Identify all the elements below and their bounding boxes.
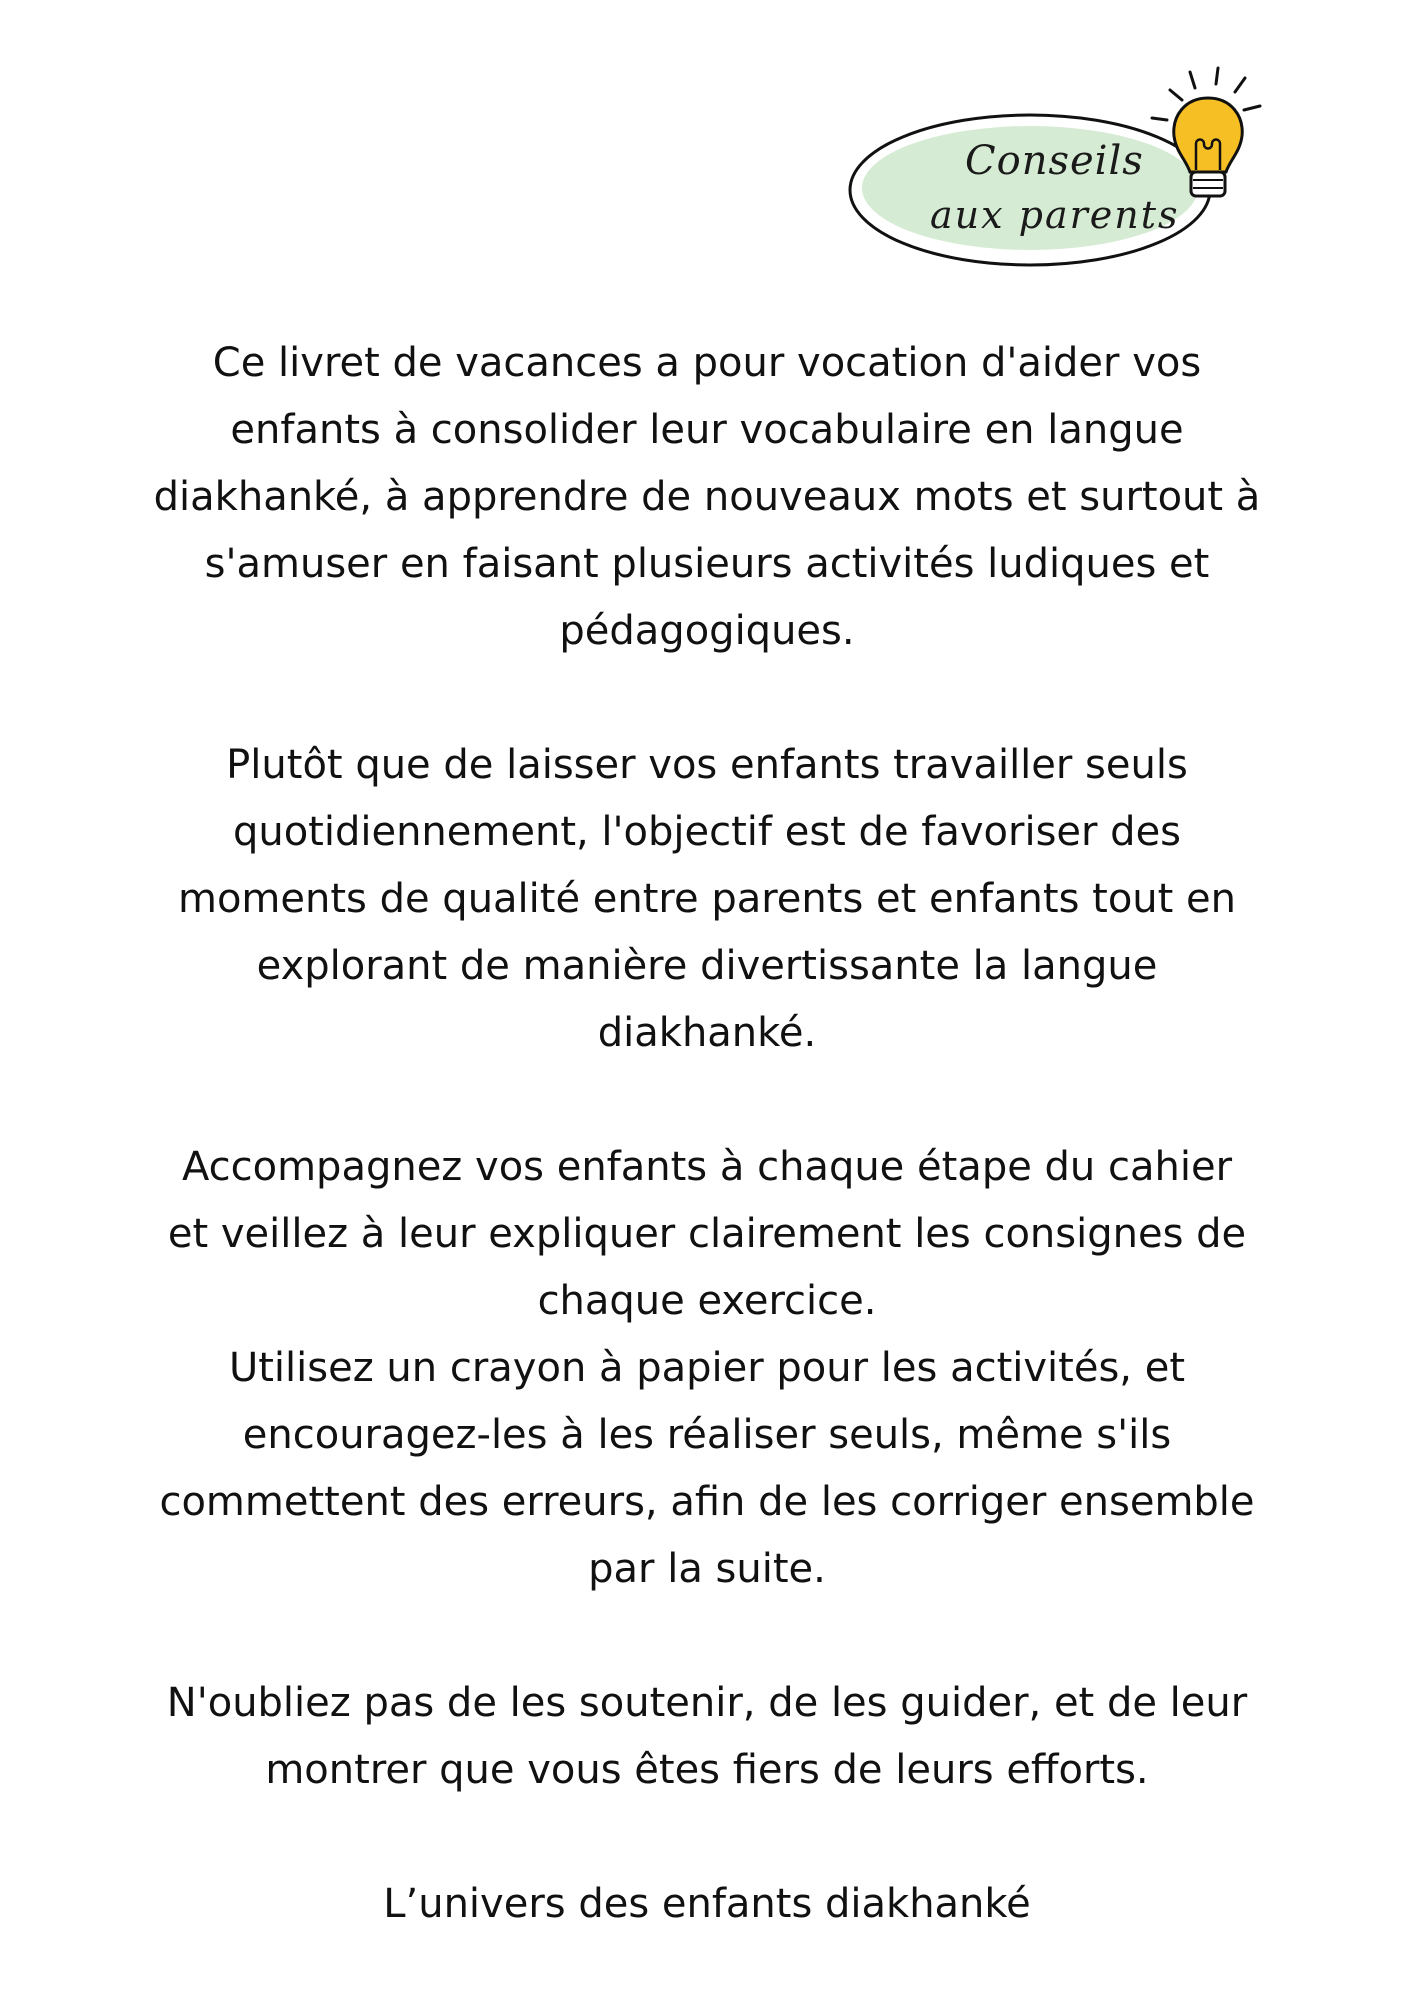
badge-title-line-1: Conseils	[965, 138, 1144, 184]
text-line: par la suite.	[588, 1546, 826, 1592]
paragraph-spacer	[60, 665, 1354, 732]
text-line: encouragez-les à les réaliser seuls, même s'ils	[242, 1412, 1172, 1458]
text-line: enfants à consolider leur vocabulaire en langue	[230, 407, 1184, 453]
paragraph-spacer	[60, 1067, 1354, 1134]
text-line: montrer que vous êtes fiers de leurs efforts.	[265, 1747, 1149, 1793]
text-line: et veillez à leur expliquer clairement les consignes de	[167, 1211, 1247, 1257]
text-line: diakhanké, à apprendre de nouveaux mots et surtout à	[153, 474, 1261, 520]
text-line: diakhanké.	[597, 1010, 817, 1056]
text-line: Ce livret de vacances a pour vocation d'aider vos	[212, 340, 1202, 386]
paragraph-encouragement	[60, 1670, 1354, 1804]
signature	[60, 1871, 1354, 1938]
text-line: commettent des erreurs, afin de les corriger ensemble	[159, 1479, 1255, 1525]
tips-badge	[840, 60, 1280, 270]
paragraph-guidance	[60, 1134, 1354, 1603]
text-line: pédagogiques.	[559, 608, 855, 654]
text-line: explorant de manière divertissante la langue	[256, 943, 1158, 989]
advice-text	[60, 330, 1354, 1938]
paragraph-objective	[60, 732, 1354, 1067]
text-line: Accompagnez vos enfants à chaque étape du cahier	[181, 1144, 1233, 1190]
text-line: Plutôt que de laisser vos enfants travailler seuls	[226, 742, 1188, 788]
paragraph-spacer	[60, 1603, 1354, 1670]
badge-title-line-2: aux parents	[930, 193, 1180, 237]
text-line: N'oubliez pas de les soutenir, de les guider, et de leur	[166, 1680, 1248, 1726]
text-line: s'amuser en faisant plusieurs activités ludiques et	[204, 541, 1210, 587]
paragraph-spacer	[60, 1804, 1354, 1871]
text-line: quotidiennement, l'objectif est de favoriser des	[232, 809, 1182, 855]
text-line: moments de qualité entre parents et enfants tout en	[177, 876, 1237, 922]
text-line: chaque exercice.	[537, 1278, 877, 1324]
text-line: Utilisez un crayon à papier pour les activités, et	[228, 1345, 1186, 1391]
paragraph-purpose	[60, 330, 1354, 665]
signature-text: L’univers des enfants diakhanké	[383, 1881, 1031, 1927]
